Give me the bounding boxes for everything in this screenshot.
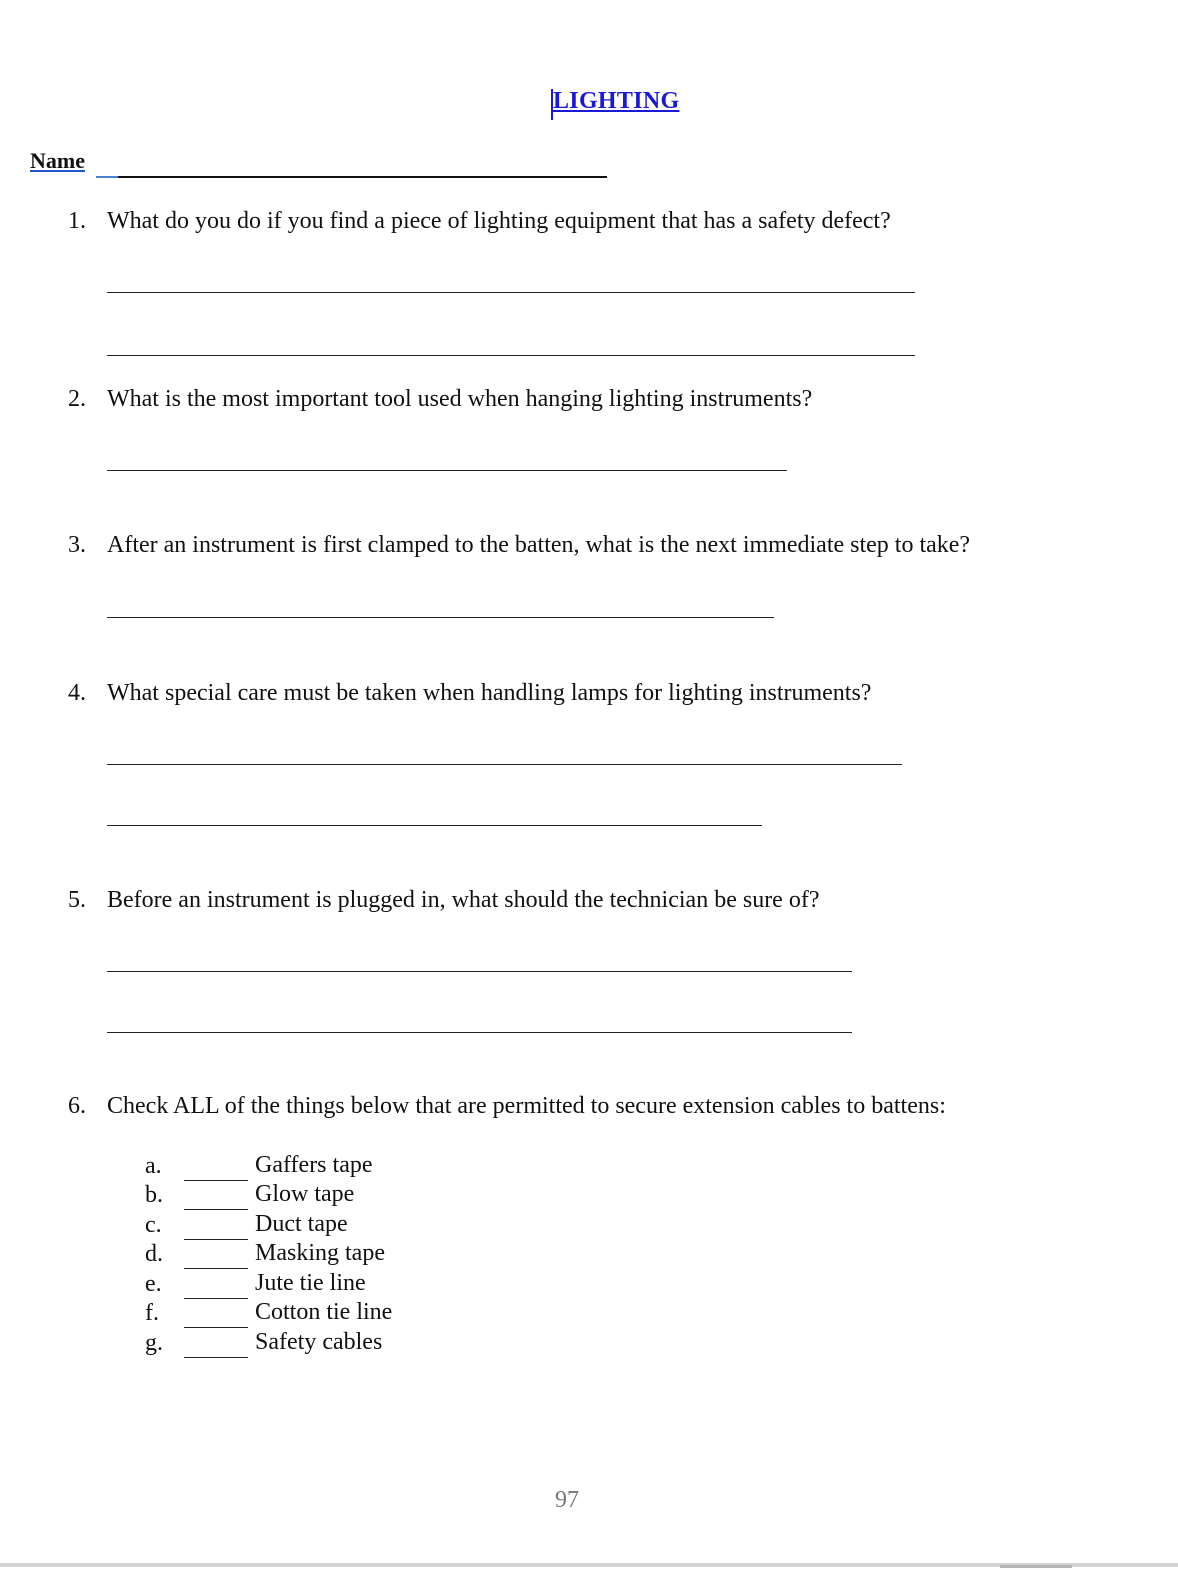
- question-4-answer-line-1[interactable]: [107, 764, 902, 765]
- name-field-line[interactable]: [118, 176, 607, 178]
- option-c-checkbox-line[interactable]: [184, 1239, 248, 1240]
- option-g-label: Safety cables: [255, 1329, 383, 1355]
- question-3-number: 3.: [68, 532, 86, 558]
- option-c-label: Duct tape: [255, 1211, 348, 1237]
- option-e-label: Jute tie line: [255, 1270, 366, 1296]
- question-3-text: After an instrument is first clamped to the batten, what is the next immediate step to take?: [107, 532, 971, 558]
- question-1-answer-line-2[interactable]: [107, 355, 915, 356]
- option-b-letter: b.: [145, 1182, 163, 1208]
- page-number: 97: [555, 1487, 579, 1513]
- question-4-text: What special care must be taken when handling lamps for lighting instruments?: [107, 680, 872, 706]
- option-e-checkbox-line[interactable]: [184, 1298, 248, 1299]
- question-2-number: 2.: [68, 386, 86, 412]
- option-g-letter: g.: [145, 1330, 163, 1356]
- question-5-text: Before an instrument is plugged in, what should the technician be sure of?: [107, 887, 820, 913]
- page-title: LIGHTING: [553, 88, 680, 114]
- option-a-checkbox-line[interactable]: [184, 1180, 248, 1181]
- option-g-checkbox-line[interactable]: [184, 1357, 248, 1358]
- option-f-letter: f.: [145, 1300, 159, 1326]
- option-f-checkbox-line[interactable]: [184, 1327, 248, 1328]
- question-6-number: 6.: [68, 1093, 86, 1119]
- question-6-text: Check ALL of the things below that are permitted to secure extension cables to battens:: [107, 1093, 946, 1119]
- name-underline-accent: [96, 176, 120, 178]
- question-3-answer-line[interactable]: [107, 617, 774, 618]
- question-5-answer-line-1[interactable]: [107, 971, 852, 972]
- option-a-label: Gaffers tape: [255, 1152, 373, 1178]
- option-e-letter: e.: [145, 1271, 162, 1297]
- option-d-checkbox-line[interactable]: [184, 1268, 248, 1269]
- question-4-answer-line-2[interactable]: [107, 825, 762, 826]
- option-b-label: Glow tape: [255, 1181, 355, 1207]
- question-5-answer-line-2[interactable]: [107, 1032, 852, 1033]
- horizontal-scrollbar-thumb[interactable]: [1000, 1565, 1072, 1568]
- question-1-number: 1.: [68, 208, 86, 234]
- question-2-answer-line[interactable]: [107, 470, 787, 471]
- option-d-letter: d.: [145, 1241, 163, 1267]
- name-label: Name: [30, 148, 85, 173]
- option-d-label: Masking tape: [255, 1240, 385, 1266]
- question-4-number: 4.: [68, 680, 86, 706]
- question-5-number: 5.: [68, 887, 86, 913]
- option-b-checkbox-line[interactable]: [184, 1209, 248, 1210]
- option-c-letter: c.: [145, 1212, 162, 1238]
- option-f-label: Cotton tie line: [255, 1299, 393, 1325]
- question-1-text: What do you do if you find a piece of lighting equipment that has a safety defect?: [107, 208, 891, 234]
- option-a-letter: a.: [145, 1153, 162, 1179]
- question-2-text: What is the most important tool used when hanging lighting instruments?: [107, 386, 813, 412]
- question-1-answer-line-1[interactable]: [107, 292, 915, 293]
